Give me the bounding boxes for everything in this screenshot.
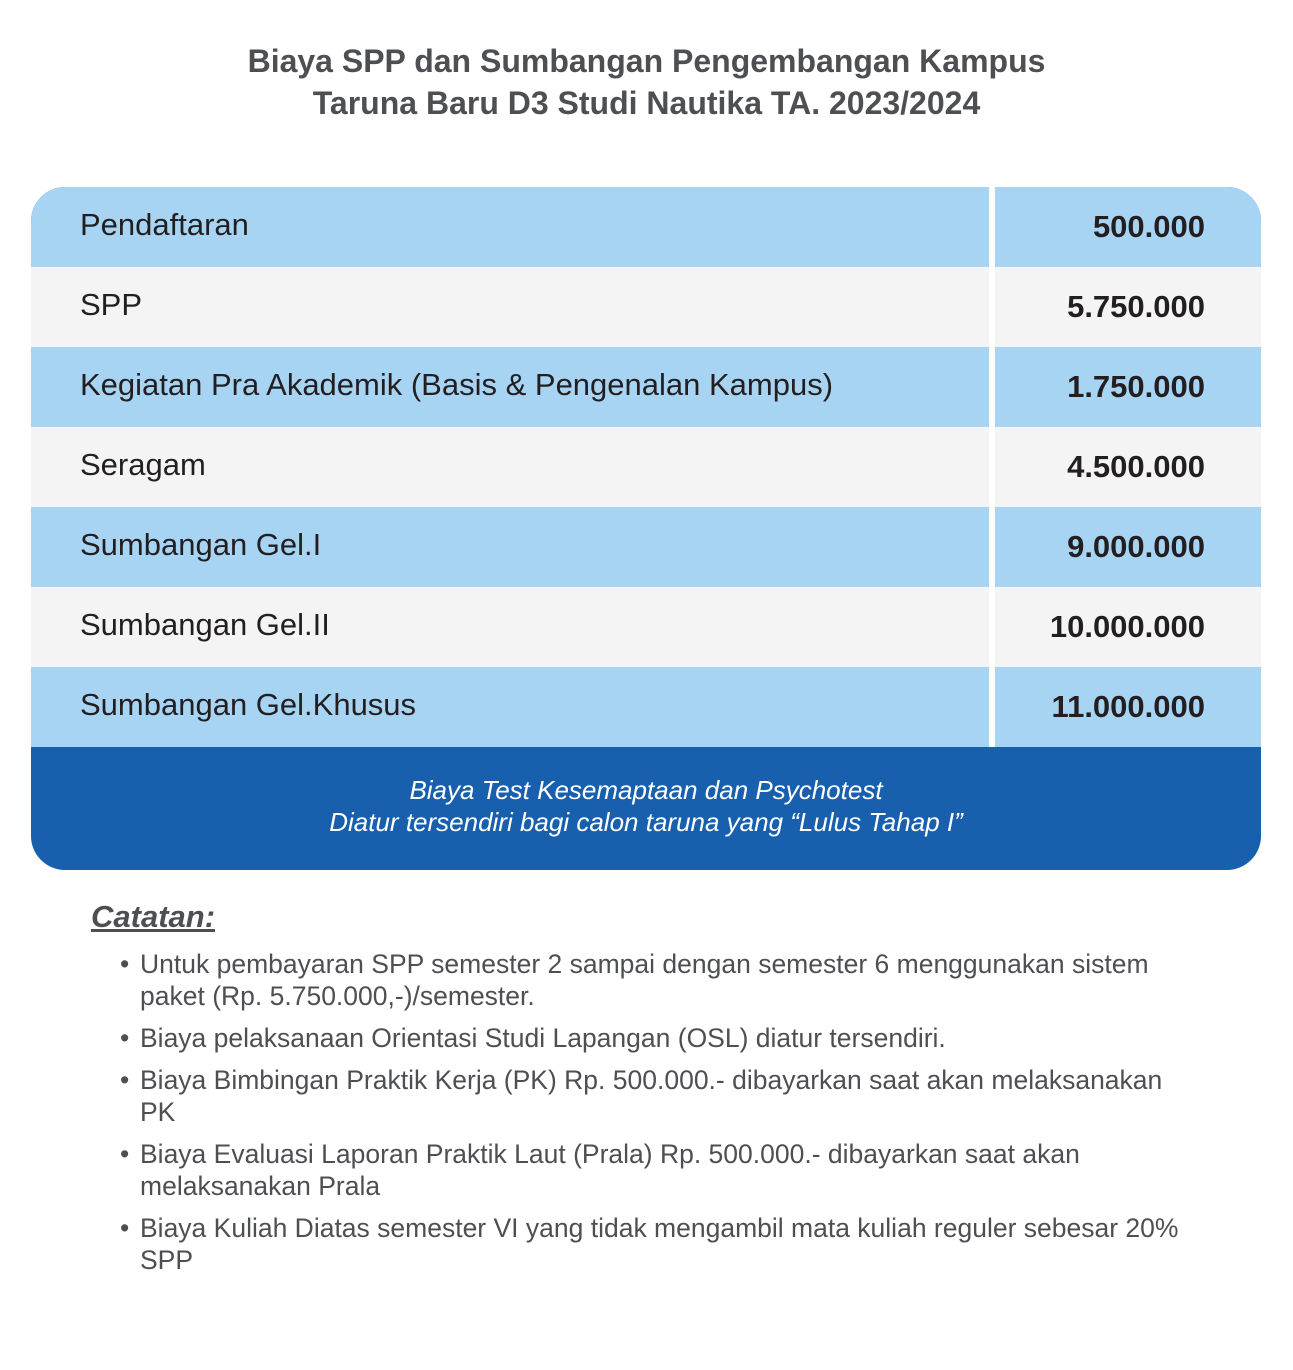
note-text: Biaya Evaluasi Laporan Praktik Laut (Prala) Rp. 500.000.- dibayarkan saat akan melaksanakan Prala — [140, 1139, 1080, 1201]
fee-row-kegiatan-pra-akademik — [31, 347, 1261, 427]
fee-row-sumbangan-gel-khusus — [31, 667, 1261, 747]
fee-amount: 500.000 — [1092, 209, 1205, 244]
list-item — [120, 1022, 1200, 1054]
fee-row-sumbangan-gel-2 — [31, 587, 1261, 667]
page-title — [0, 40, 1293, 124]
fee-amount: 1.750.000 — [1067, 369, 1205, 404]
column-divider — [989, 507, 995, 587]
column-divider — [989, 267, 995, 347]
list-item — [120, 1138, 1200, 1202]
fee-label: Seragam — [80, 447, 206, 482]
notes-list — [120, 948, 1200, 1286]
page-title-line-1: Biaya SPP dan Sumbangan Pengembangan Kampus — [247, 43, 1046, 79]
column-divider — [989, 427, 995, 507]
bullet-icon: • — [120, 1023, 130, 1053]
fee-amount: 11.000.000 — [1051, 689, 1205, 724]
fee-label: Sumbangan Gel.I — [80, 527, 322, 562]
fee-footer-note — [31, 747, 1261, 870]
bullet-icon: • — [120, 1213, 130, 1243]
fee-amount: 4.500.000 — [1067, 449, 1205, 484]
note-text: Biaya Kuliah Diatas semester VI yang tidak mengambil mata kuliah reguler sebesar 20% SPP — [140, 1213, 1179, 1275]
fee-row-seragam — [31, 427, 1261, 507]
fee-label: Sumbangan Gel.II — [80, 607, 330, 642]
fee-footer-line-1: Biaya Test Kesemaptaan dan Psychotest — [409, 775, 883, 805]
fee-row-spp — [31, 267, 1261, 347]
fee-label: SPP — [80, 287, 143, 322]
column-divider — [989, 347, 995, 427]
notes-heading: Catatan: — [91, 899, 216, 934]
fee-label: Sumbangan Gel.Khusus — [80, 687, 417, 722]
list-item — [120, 1212, 1200, 1276]
fee-table — [31, 187, 1261, 870]
bullet-icon: • — [120, 1065, 130, 1095]
bullet-icon: • — [120, 1139, 130, 1169]
fee-footer-line-2: Diatur tersendiri bagi calon taruna yang “Lulus Tahap I” — [329, 807, 963, 837]
note-text: Biaya pelaksanaan Orientasi Studi Lapangan (OSL) diatur tersendiri. — [140, 1023, 946, 1053]
column-divider — [989, 667, 995, 747]
fee-amount: 5.750.000 — [1067, 289, 1205, 324]
column-divider — [989, 587, 995, 667]
column-divider — [989, 187, 995, 267]
fee-label: Pendaftaran — [80, 207, 249, 242]
page-title-line-2: Taruna Baru D3 Studi Nautika TA. 2023/2024 — [312, 85, 981, 121]
list-item — [120, 1064, 1200, 1128]
list-item — [120, 948, 1200, 1012]
fee-amount: 10.000.000 — [1049, 609, 1205, 644]
fee-amount: 9.000.000 — [1067, 529, 1205, 564]
fee-label: Kegiatan Pra Akademik (Basis & Pengenalan Kampus) — [80, 367, 834, 402]
bullet-icon: • — [120, 949, 130, 979]
fee-row-pendaftaran — [31, 187, 1261, 267]
note-text: Untuk pembayaran SPP semester 2 sampai dengan semester 6 menggunakan sistem paket (Rp. 5.750.000,-)/semester. — [140, 949, 1149, 1011]
fee-row-sumbangan-gel-1 — [31, 507, 1261, 587]
note-text: Biaya Bimbingan Praktik Kerja (PK) Rp. 500.000.- dibayarkan saat akan melaksanakan PK — [140, 1065, 1163, 1127]
